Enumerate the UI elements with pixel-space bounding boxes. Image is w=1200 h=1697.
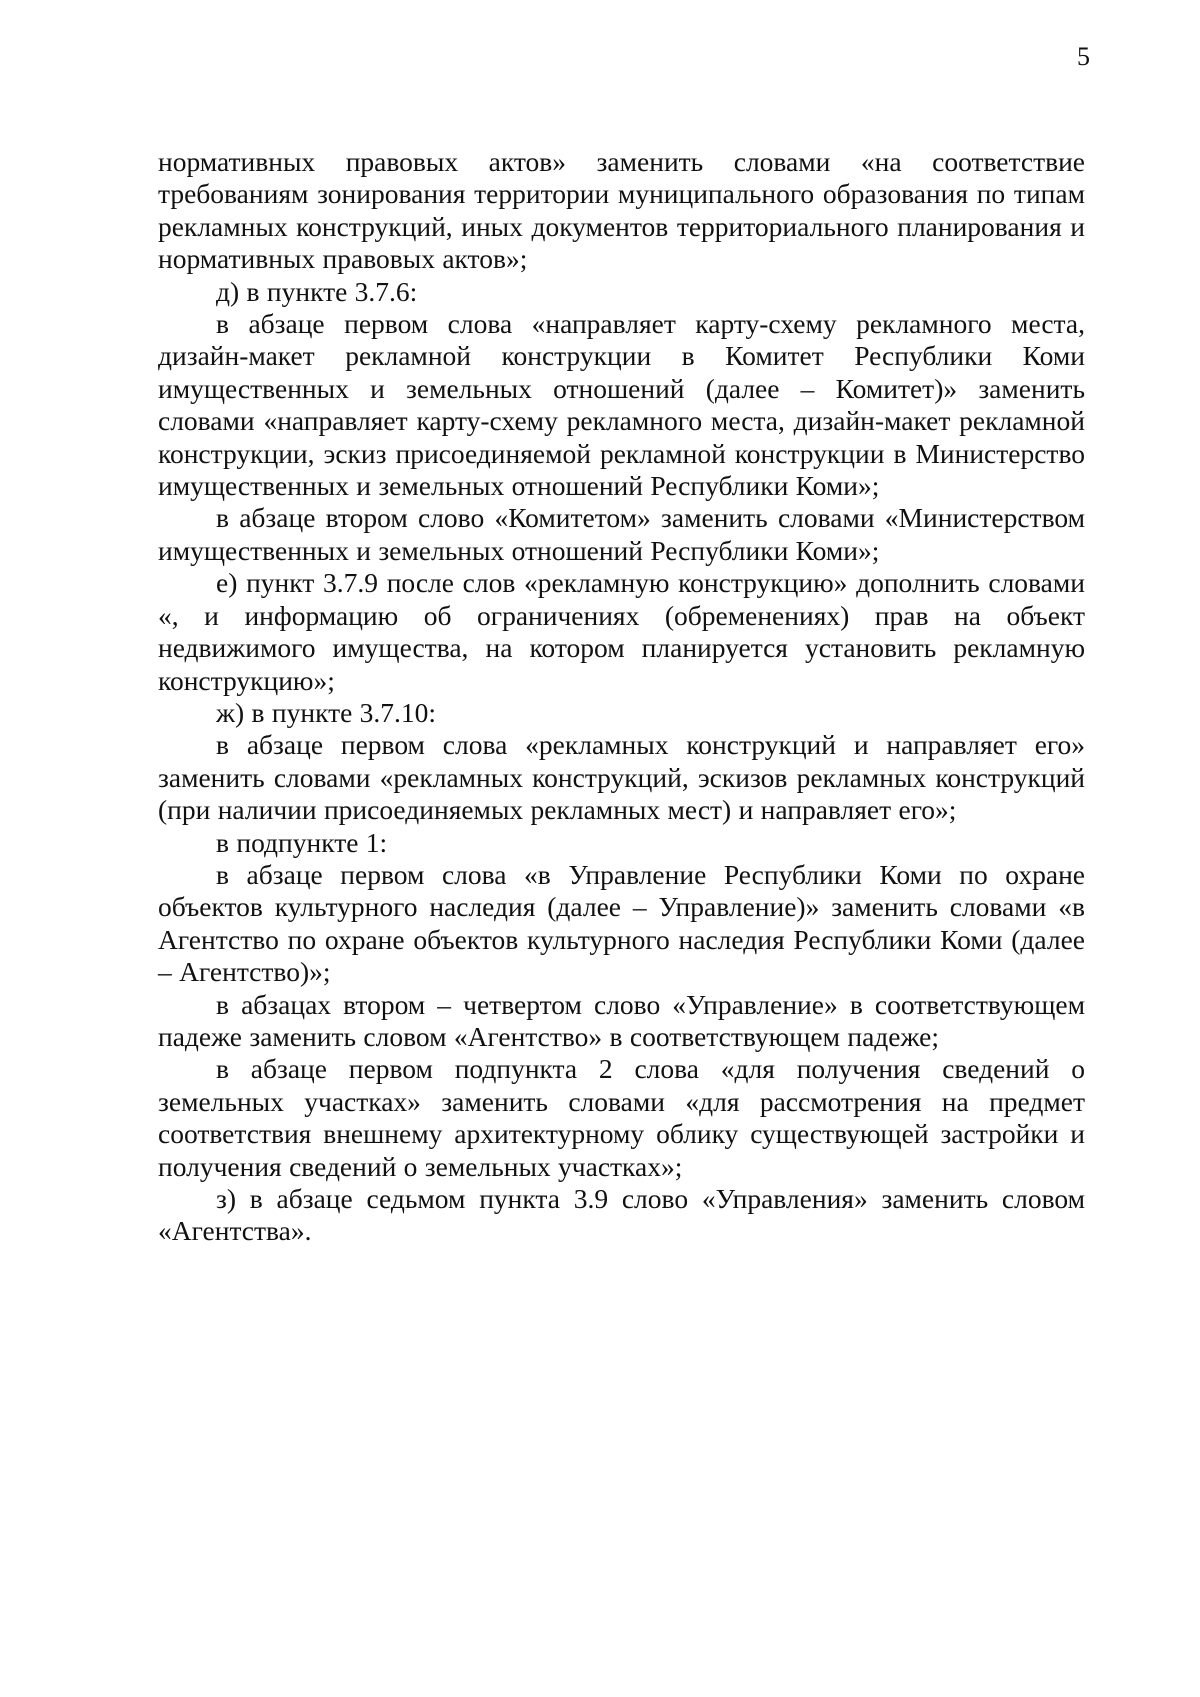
paragraph: в подпункте 1: bbox=[216, 826, 388, 858]
paragraph: в абзаце первом слова «направляет карту-схему рекламного места, дизайн-макет рекламной конструкции в Комитет Республики Коми имущественных и земельных отношений (далее – Комитет)» заменить словами «направляет карту-схему рекламного места, дизайн-макет рекламной конструкции, эскиз присоединяемой рекламной конструкции в Министерство имущественных и земельных отношений Республики Коми»; bbox=[158, 308, 1085, 502]
paragraph-item-d: д) в пункте 3.7.6: bbox=[216, 275, 418, 307]
page-number: 5 bbox=[1077, 42, 1090, 71]
paragraph: в абзацах втором – четвертом слово «Управление» в соответствующем падеже заменить словом «Агентство» в соответствующем падеже; bbox=[158, 988, 1085, 1052]
paragraph: в абзаце втором слово «Комитетом» заменить словами «Министерством имущественных и земельных отношений Республики Коми»; bbox=[158, 502, 1085, 566]
paragraph: в абзаце первом слова «рекламных конструкций и направляет его» заменить словами «рекламных конструкций, эскизов рекламных конструкций (при наличии присоединяемых рекламных мест) и направляет его»; bbox=[158, 729, 1085, 826]
paragraph-continuation: нормативных правовых актов» заменить словами «на соответствие требованиям зонирования территории муниципального образования по типам рекламных конструкций, иных документов территориального планирования и нормативных правовых актов»; bbox=[158, 146, 1085, 275]
paragraph: в абзаце первом подпункта 2 слова «для получения сведений о земельных участках» заменить словами «для рассмотрения на предмет соответствия внешнему архитектурному облику существующей застройки и получения сведений о земельных участках»; bbox=[158, 1053, 1085, 1182]
paragraph: в абзаце первом слова «в Управление Республики Коми по охране объектов культурного наследия (далее – Управление)» заменить словами «в Агентство по охране объектов культурного наследия Республики Коми (далее – Агентство)»; bbox=[158, 858, 1085, 988]
paragraph-item-zh: ж) в пункте 3.7.10: bbox=[216, 696, 437, 728]
paragraph-item-e: е) пункт 3.7.9 после слов «рекламную конструкцию» дополнить словами «, и информацию об ограничениях (обременениях) прав на объект недвижимого имущества, на котором планируется установить рекламную конструкцию»; bbox=[158, 567, 1085, 696]
paragraph-item-z: з) в абзаце седьмом пункта 3.9 слово «Управления» заменить словом «Агентства». bbox=[158, 1183, 1085, 1247]
document-body bbox=[158, 146, 1085, 1248]
